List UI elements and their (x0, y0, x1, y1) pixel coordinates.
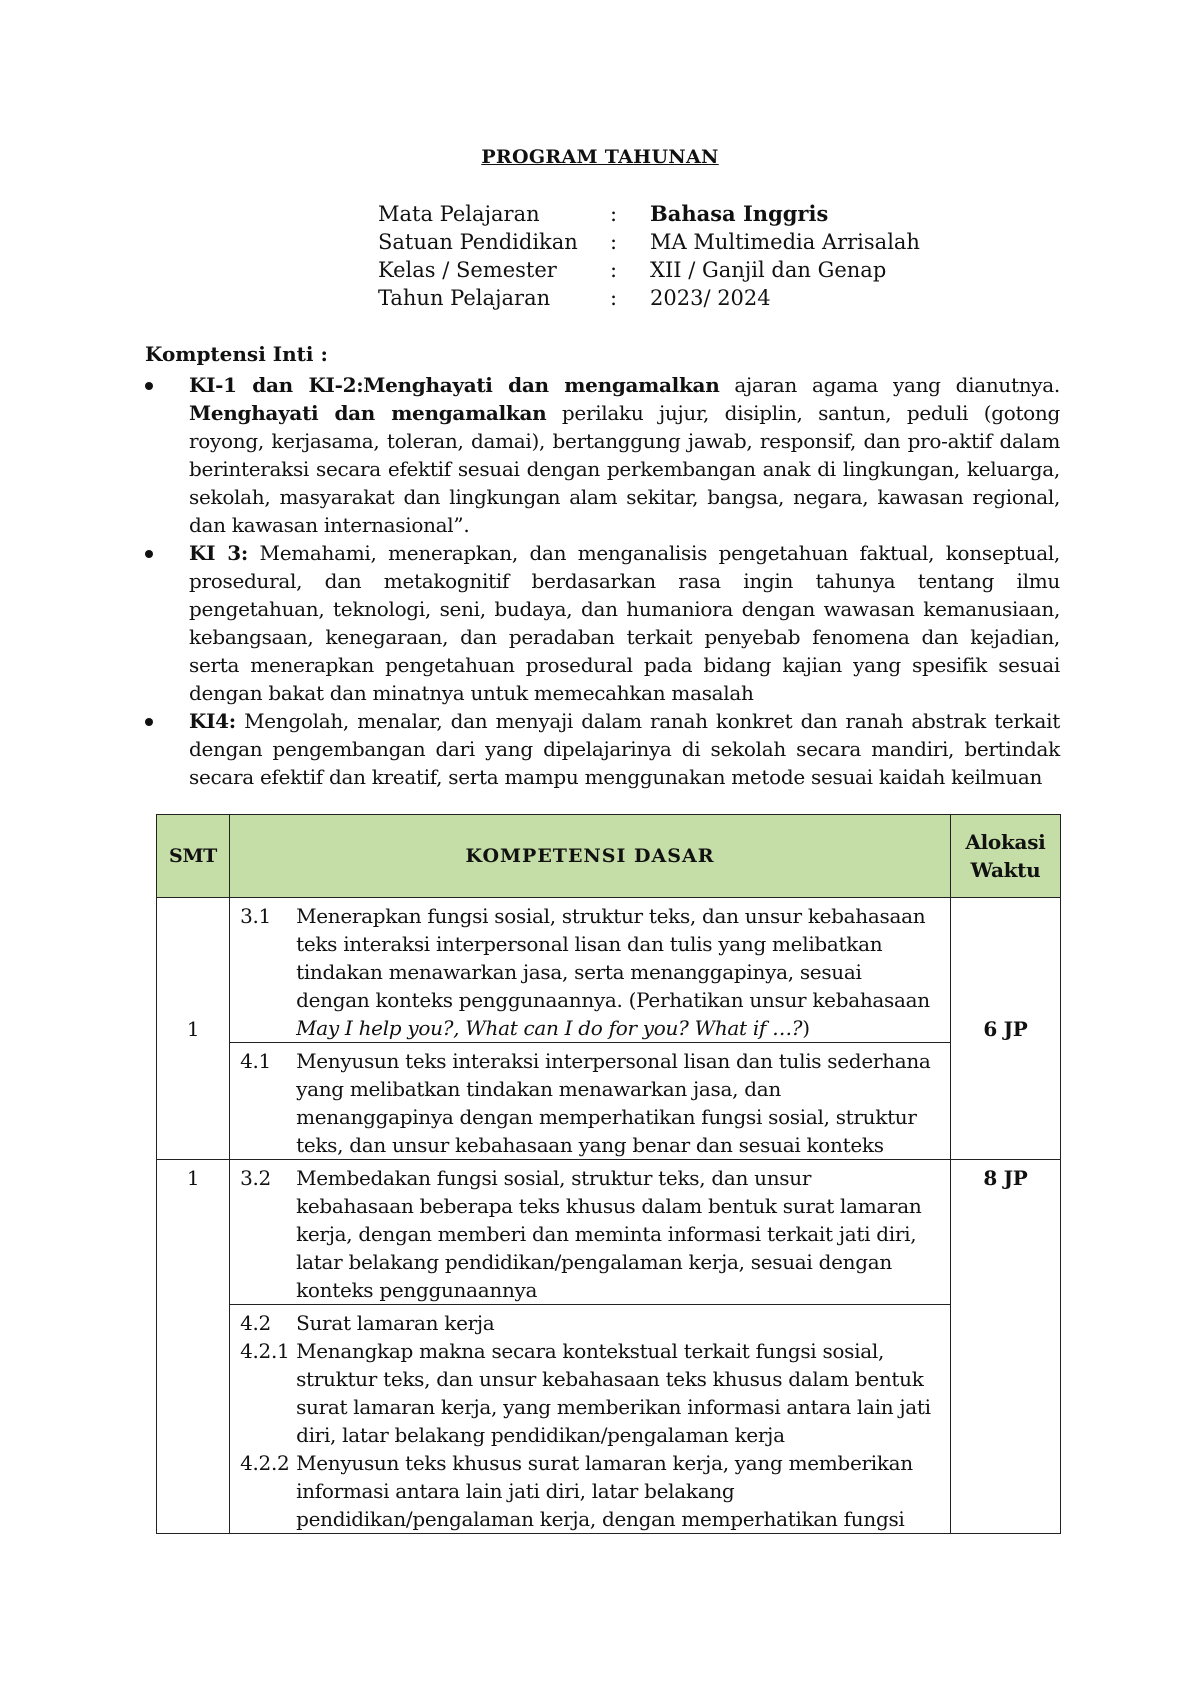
competency-text: Menyusun teks khusus surat lamaran kerja, yang memberikan informasi antara lain jati diri, latar belakang pendidikan/pengalaman kerja, dengan memperhatikan fungsi (296, 1451, 913, 1531)
bullet-icon (145, 550, 153, 558)
competency-entry (240, 1047, 934, 1159)
table-row (157, 1305, 1061, 1534)
competency-number: 3.1 (240, 904, 271, 928)
info-label: Kelas / Semester (378, 258, 557, 282)
table-row (157, 1043, 1061, 1160)
semester-cell: 1 (157, 898, 230, 1160)
info-label: Satuan Pendidikan (378, 230, 578, 254)
header-smt: SMT (157, 815, 230, 898)
competency-entry (240, 1164, 934, 1304)
core-competency-heading: Komptensi Inti : (145, 342, 328, 366)
info-value: 2023/ 2024 (650, 286, 771, 310)
info-value: XII / Ganjil dan Genap (650, 258, 887, 282)
competency-cell (230, 1305, 951, 1534)
competency-cell (230, 1043, 951, 1160)
competency-number: 4.2.2 (240, 1451, 290, 1475)
competency-entry (240, 902, 934, 1042)
core-competency-list (145, 371, 1060, 791)
competency-number: 4.1 (240, 1049, 271, 1073)
time-allocation-cell: 8 JP (950, 1160, 1060, 1534)
core-competency-item (145, 539, 1060, 707)
ki-text: Memahami, menerapkan, dan menganalisis pengetahuan faktual, konseptual, prosedural, dan metakognitif berdasarkan rasa ingin tahunya tentang ilmu pengetahuan, teknologi, seni, budaya, dan humaniora dengan wawasan kemanusiaan, kebangsaan, kenegaraan, dan peradaban terkait penyebab fenomena dan kejadian, serta menerapkan pengetahuan prosedural pada bidang kajian yang spesifik sesuai dengan bakat dan minatnya untuk memecahkan masalah (189, 541, 1060, 705)
competency-text: Menerapkan fungsi sosial, struktur teks, dan unsur kebahasaan teks interaksi interpersonal lisan dan tulis yang melibatkan tindakan menawarkan jasa, serta menanggapinya, sesuai dengan konteks penggunaannya. (Perhatikan unsur kebahasaan (296, 904, 930, 1012)
info-colon: : (610, 286, 618, 310)
info-value: MA Multimedia Arrisalah (650, 230, 920, 254)
ki-label: KI-1 dan KI-2:Menghayati dan mengamalkan (189, 373, 720, 397)
header-time-allocation-line2: Waktu (970, 858, 1041, 882)
info-colon: : (610, 230, 618, 254)
info-label: Tahun Pelajaran (378, 286, 551, 310)
info-colon: : (610, 258, 618, 282)
bullet-icon (145, 382, 153, 390)
bullet-icon (145, 718, 153, 726)
competency-text: Menangkap makna secara kontekstual terkait fungsi sosial, struktur teks, dan unsur kebahasaan teks khusus dalam bentuk surat lamaran kerja, yang memberikan informasi antara lain jati diri, latar belakang pendidikan/pengalaman kerja (296, 1339, 931, 1447)
ki-text: ajaran agama yang dianutnya. (719, 373, 1060, 397)
competency-number: 4.2.1 (240, 1339, 290, 1363)
ki-emphasis: Menghayati dan mengamalkan (189, 401, 547, 425)
competency-cell (230, 1160, 951, 1305)
competency-text: Membedakan fungsi sosial, struktur teks, dan unsur kebahasaan beberapa teks khusus dalam bentuk surat lamaran kerja, dengan memberi dan meminta informasi terkait jati diri, latar belakang pendidikan/pengalaman kerja, sesuai dengan konteks penggunaannya (296, 1166, 922, 1302)
info-label: Mata Pelajaran (378, 202, 540, 226)
competency-number: 4.2 (240, 1311, 271, 1335)
semester-cell: 1 (157, 1160, 230, 1534)
table-row (157, 898, 1061, 1043)
competency-cell (230, 898, 951, 1043)
info-value: Bahasa Inggris (650, 201, 829, 226)
ki-label: KI4: (189, 709, 236, 733)
core-competency-item (145, 707, 1060, 791)
competency-entry (240, 1309, 934, 1337)
ki-label: KI 3: (189, 541, 248, 565)
table-row (157, 1160, 1061, 1305)
ki-text: Mengolah, menalar, dan menyaji dalam ranah konkret dan ranah abstrak terkait dengan pengembangan dari yang dipelajarinya di sekolah secara mandiri, bertindak secara efektif dan kreatif, serta mampu menggunakan metode sesuai kaidah keilmuan (189, 709, 1060, 789)
competency-entry (240, 1449, 934, 1533)
core-competency-item (145, 371, 1060, 539)
competency-entry (240, 1337, 934, 1449)
basic-competency-table (156, 814, 1061, 1534)
header-basic-competency: KOMPETENSI DASAR (230, 815, 951, 898)
competency-italic-text: May I help you?, What can I do for you? What if …? (296, 1016, 803, 1040)
table-header-row (157, 815, 1061, 898)
info-colon: : (610, 202, 618, 226)
competency-number: 3.2 (240, 1166, 271, 1190)
document-title: PROGRAM TAHUNAN (481, 146, 719, 168)
header-time-allocation-line1: Alokasi (965, 830, 1046, 854)
header-time-allocation (950, 815, 1060, 898)
time-allocation-cell: 6 JP (950, 898, 1060, 1160)
competency-text-close: ) (802, 1016, 810, 1040)
competency-text: Surat lamaran kerja (296, 1311, 495, 1335)
competency-text: Menyusun teks interaksi interpersonal lisan dan tulis sederhana yang melibatkan tindakan menawarkan jasa, dan menanggapinya dengan memperhatikan fungsi sosial, struktur teks, dan unsur kebahasaan yang benar dan sesuai konteks (296, 1049, 931, 1157)
ki-text: perilaku jujur, disiplin, santun, peduli (gotong royong, kerjasama, toleran, damai), bertanggung jawab, responsif, dan pro-aktif dalam berinteraksi secara efektif sesuai dengan perkembangan anak di lingkungan, keluarga, sekolah, masyarakat dan lingkungan alam sekitar, bangsa, negara, kawasan regional, dan kawasan internasional”. (189, 401, 1060, 537)
